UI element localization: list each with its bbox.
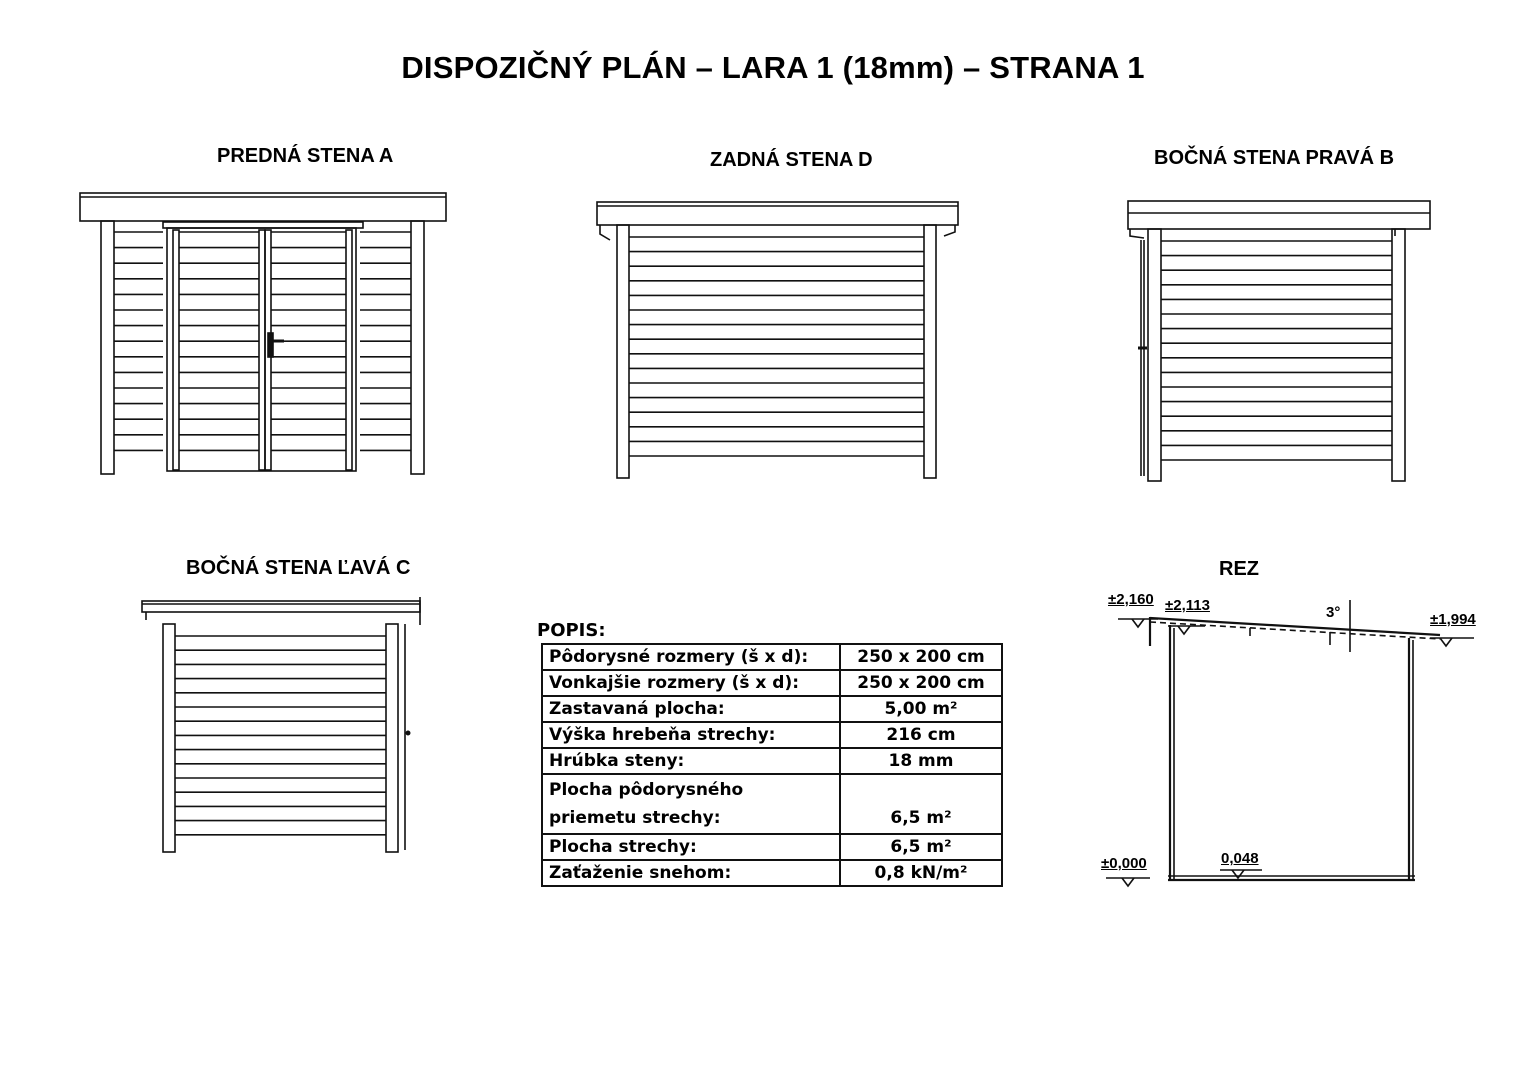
- back-wall-label: ZADNÁ STENA D: [710, 149, 873, 171]
- spec-value: 216 cm: [840, 722, 1002, 748]
- section-label: REZ: [1219, 558, 1259, 580]
- table-row: [542, 670, 1002, 696]
- spec-value: 18 mm: [840, 748, 1002, 774]
- popis-label: POPIS:: [537, 620, 606, 641]
- table-row: [542, 860, 1002, 886]
- spec-value: 6,5 m²: [840, 834, 1002, 860]
- roof-angle: 3°: [1326, 604, 1341, 621]
- spec-label: Zaťaženie snehom:: [542, 860, 840, 886]
- spec-label: Pôdorysné rozmery (š x d):: [542, 644, 840, 670]
- spec-value: 250 x 200 cm: [840, 644, 1002, 670]
- spec-table: [541, 643, 1003, 887]
- right-wall-label: BOČNÁ STENA PRAVÁ B: [1154, 147, 1395, 169]
- table-row: [542, 748, 1002, 774]
- table-row: [542, 696, 1002, 722]
- spec-label: Hrúbka steny:: [542, 748, 840, 774]
- table-row: [542, 774, 1002, 834]
- spec-label: Výška hrebeňa strechy:: [542, 722, 840, 748]
- table-row: [542, 834, 1002, 860]
- level-base: ±0,000: [1101, 855, 1147, 872]
- spec-value: 6,5 m²: [840, 774, 1002, 834]
- level-top-mid: ±2,113: [1165, 597, 1210, 614]
- level-top-left: ±2,160: [1108, 591, 1154, 608]
- front-wall-label: PREDNÁ STENA A: [217, 145, 394, 167]
- left-wall-label: BOČNÁ STENA ĽAVÁ C: [186, 557, 411, 579]
- table-row: [542, 644, 1002, 670]
- spec-label: Zastavaná plocha:: [542, 696, 840, 722]
- spec-label: Plocha pôdorysného priemetu strechy:: [542, 774, 840, 834]
- page-title: DISPOZIČNÝ PLÁN – LARA 1 (18mm) – STRANA 1: [401, 50, 1145, 85]
- spec-label: Vonkajšie rozmery (š x d):: [542, 670, 840, 696]
- table-row: [542, 722, 1002, 748]
- spec-value: 0,8 kN/m²: [840, 860, 1002, 886]
- spec-value: 250 x 200 cm: [840, 670, 1002, 696]
- level-top-right: ±1,994: [1430, 611, 1476, 628]
- spec-value: 5,00 m²: [840, 696, 1002, 722]
- level-floor: 0,048: [1221, 850, 1259, 867]
- spec-label: Plocha strechy:: [542, 834, 840, 860]
